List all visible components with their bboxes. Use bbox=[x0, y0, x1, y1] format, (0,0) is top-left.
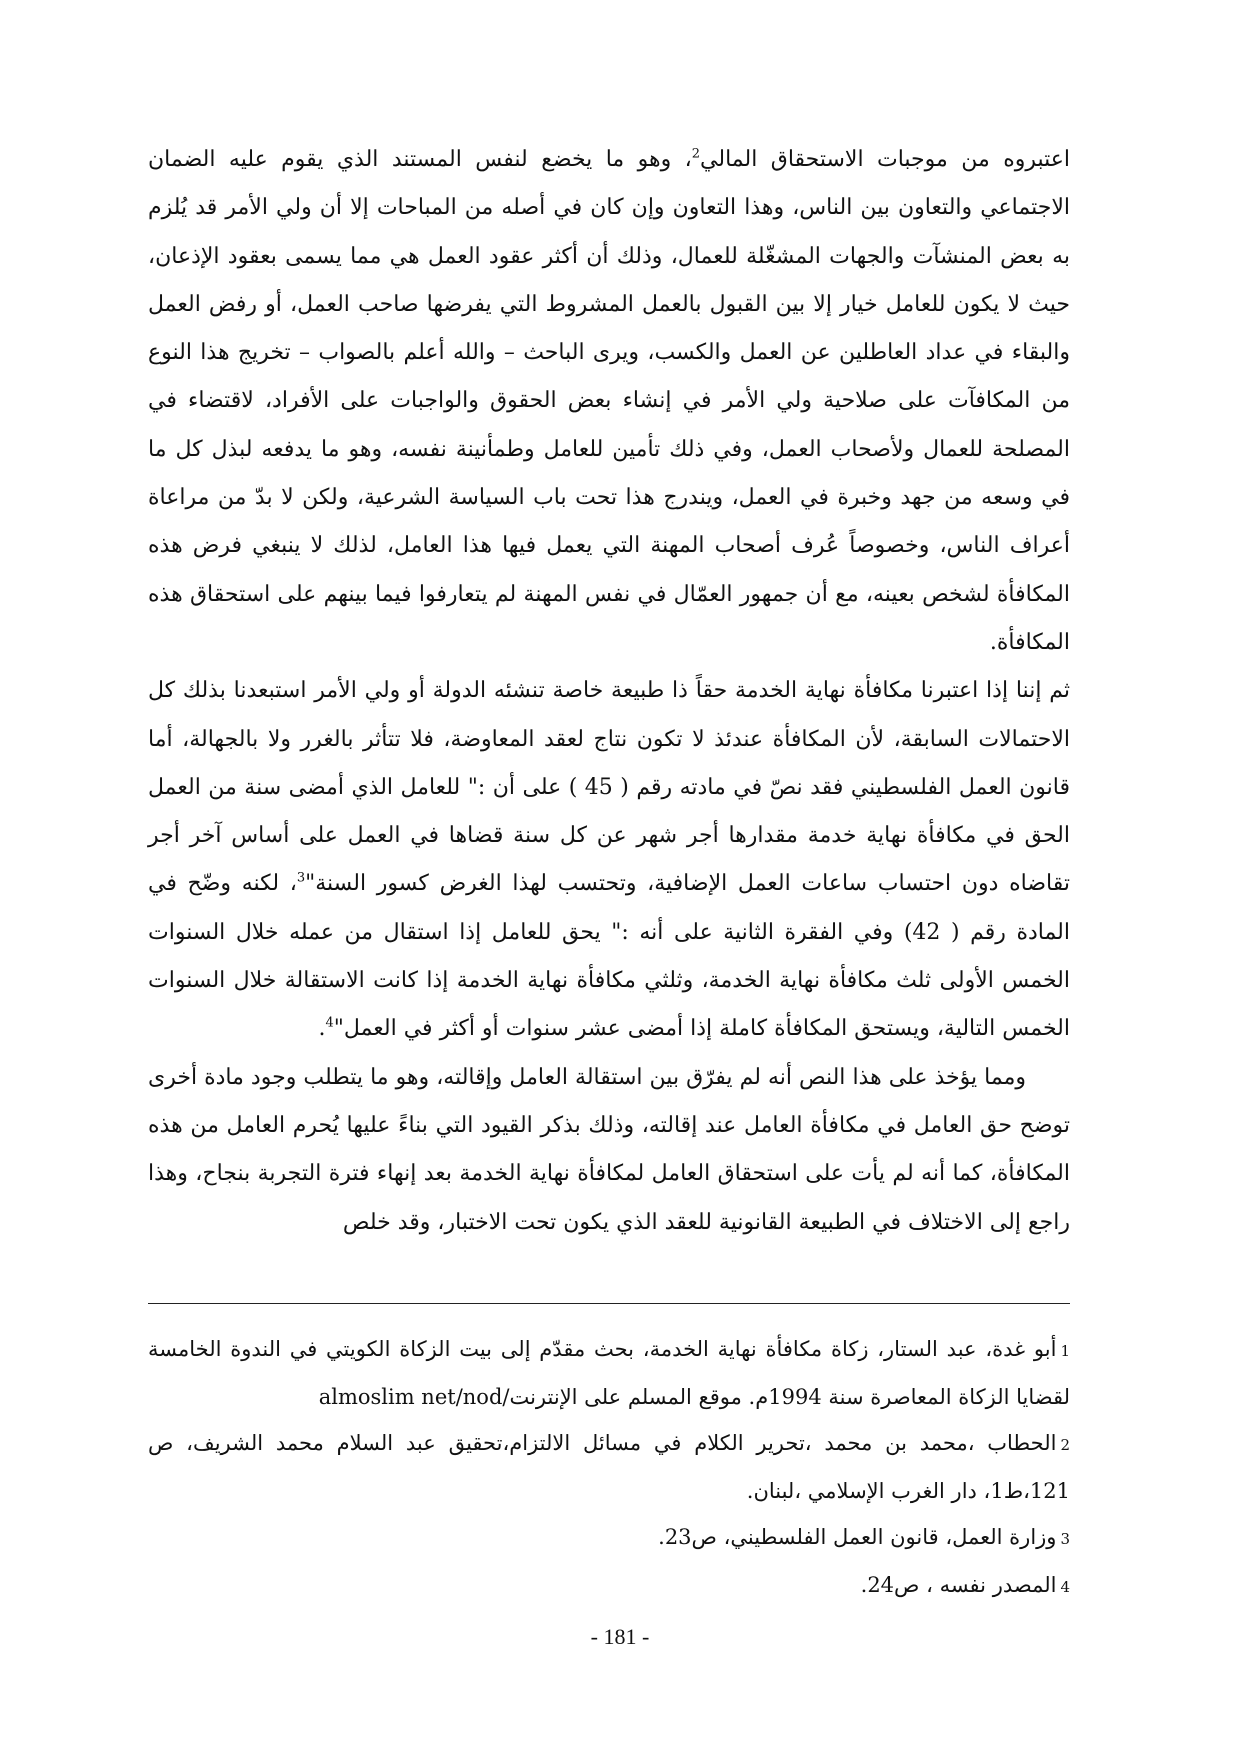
footnote-2 bbox=[148, 1420, 1070, 1514]
paragraph-2-part-b: ، لكنه وضّح في المادة رقم ( 42) وفي الفقرة الثانية على أنه :" يحق للعامل إذا استقال من عمله خلال السنوات الخمس الأولى ثلث مكافأة نهاية الخدمة، وثلثي مكافأة نهاية الخدمة إذا كانت الاستقالة خلال السنوات الخمس التالية، ويستحق المكافأة كاملة إذا أمضى عشر سنوات أو أكثر في العمل" bbox=[148, 871, 1071, 1042]
paragraph-1 bbox=[148, 136, 1070, 667]
footnote-number: 1 bbox=[1060, 1342, 1070, 1360]
paragraph-1-part-a: اعتبروه من موجبات الاستحقاق المالي bbox=[700, 147, 1070, 172]
footnote-ref-3[interactable]: 3 bbox=[296, 871, 306, 887]
paragraph-2 bbox=[148, 667, 1070, 1053]
footnote-separator bbox=[148, 1303, 1070, 1304]
footnotes bbox=[148, 1326, 1070, 1610]
footnote-4 bbox=[148, 1562, 1070, 1610]
paragraph-1-part-b: ، وهو ما يخضع لنفس المستند الذي يقوم عليه الضمان الاجتماعي والتعاون بين الناس، وهذا التعاون وإن كان في أصله من المباحات إلا أن ولي الأمر قد يُلزم به بعض المنشآت والجهات المشغّلة للعمال، وذلك أن أكثر عقود العمل هي مما يسمى بعقود الإذعان، حيث لا يكون للعامل خيار إلا بين القبول بالعمل المشروط التي يفرضها صاحب العمل، أو رفض العمل والبقاء في عداد العاطلين عن العمل والكسب، ويرى الباحث – والله أعلم بالصواب – تخريج هذا النوع من المكافآت على صلاحية ولي الأمر في إنشاء بعض الحقوق والواجبات على الأفراد، لاقتضاء في المصلحة للعمال ولأصحاب العمل، وفي ذلك تأمين للعامل وطمأنينة نفسه، وهو ما يدفعه لبذل كل ما في وسعه من جهد وخبرة في العمل، ويندرج هذا تحت باب السياسة الشرعية، ولكن لا بدّ من مراعاة أعراف الناس، وخصوصاً عُرف أصحاب المهنة التي يعمل فيها هذا العامل، لذلك لا ينبغي فرض هذه المكافأة لشخص بعينه، مع أن جمهور العمّال في نفس المهنة لم يتعارفوا فيما بينهم على استحقاق هذه المكافأة. bbox=[148, 147, 1070, 655]
paragraph-2-part-a: ثم إننا إذا اعتبرنا مكافأة نهاية الخدمة حقاً ذا طبيعة خاصة تنشئه الدولة أو ولي الأمر استبعدنا بذلك كل الاحتمالات السابقة، لأن المكافأة عندئذ لا تكون نتاج لعقد المعاوضة، فلا تتأثر بالغرر ولا بالجهالة، أما قانون العمل الفلسطيني فقد نصّ في مادته رقم ( 45 ) على أن :" للعامل الذي أمضى سنة من العمل الحق في مكافأة نهاية خدمة مقدارها أجر شهر عن كل سنة قضاها في العمل على أساس آخر أجر تقاضاه دون احتساب ساعات العمل الإضافية، وتحتسب لهذا الغرض كسور السنة" bbox=[148, 678, 1070, 897]
footnote-3 bbox=[148, 1514, 1070, 1562]
footnote-ref-4[interactable]: 4 bbox=[325, 1016, 334, 1032]
footnote-ref-2[interactable]: 2 bbox=[691, 146, 701, 162]
main-text bbox=[148, 136, 1070, 1247]
footnote-1 bbox=[148, 1326, 1070, 1420]
footnote-number: 4 bbox=[1060, 1578, 1070, 1596]
footnote-text: الحطاب ،محمد بن محمد ،تحرير الكلام في مسائل الالتزام،تحقيق عبد السلام محمد الشريف، ص 121،ط1، دار الغرب الإسلامي ،لبنان. bbox=[148, 1431, 1070, 1503]
footnote-text: المصدر نفسه ، ص24. bbox=[860, 1573, 1057, 1597]
paragraph-2-part-c: . bbox=[318, 1016, 326, 1042]
page-number: - 181 - bbox=[590, 1624, 650, 1649]
footnote-number: 2 bbox=[1060, 1436, 1070, 1454]
footnote-number: 3 bbox=[1060, 1530, 1070, 1548]
paragraph-3: ومما يؤخذ على هذا النص أنه لم يفرّق بين استقالة العامل وإقالته، وهو ما يتطلب وجود مادة أخرى توضح حق العامل في مكافأة العامل عند إقالته، وذلك بذكر القيود التي بناءً عليها يُحرم العامل من هذه المكافأة، كما أنه لم يأت على استحقاق العامل لمكافأة نهاية الخدمة بعد إنهاء فترة التجربة بنجاح، وهذا راجع إلى الاختلاف في الطبيعة القانونية للعقد الذي يكون تحت الاختبار، وقد خلص bbox=[148, 1064, 1070, 1235]
footnote-text: أبو غدة، عبد الستار، زكاة مكافأة نهاية الخدمة، بحث مقدّم إلى بيت الزكاة الكويتي في الندوة الخامسة لقضايا الزكاة المعاصرة سنة 1994م. موقع المسلم على الإنترنت/almoslim net/nod bbox=[148, 1337, 1070, 1409]
footnote-text: وزارة العمل، قانون العمل الفلسطيني، ص23. bbox=[658, 1525, 1057, 1549]
